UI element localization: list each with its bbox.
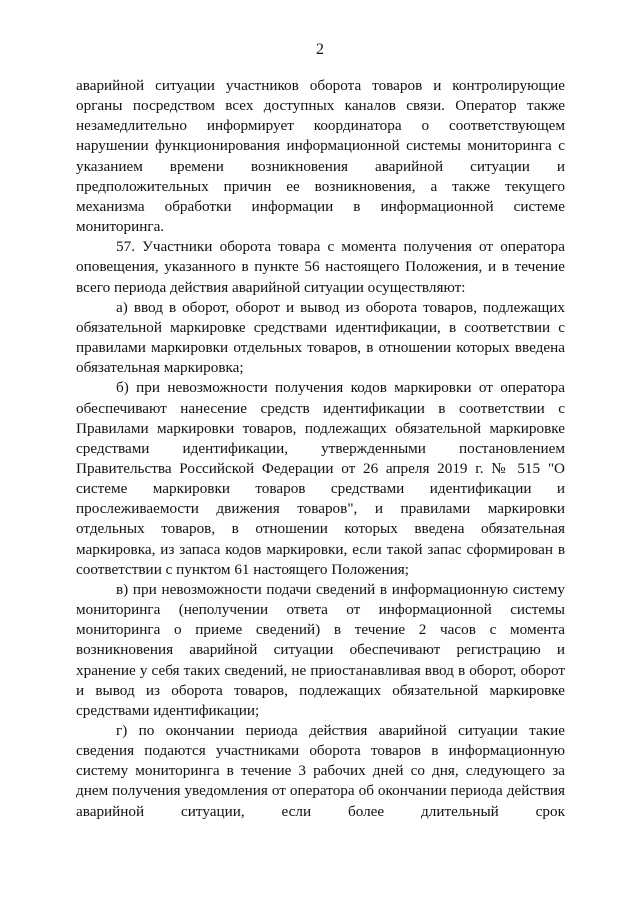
paragraph-57: 57. Участники оборота товара с момента получения от оператора оповещения, указанного в пункте 56 настоящего Положения, и в течение всего периода действия аварийной ситуации осуществляют: <box>76 238 565 296</box>
page-number: 2 <box>316 41 324 58</box>
document-body <box>76 76 565 822</box>
paragraph-57-v: в) при невозможности подачи сведений в информационную систему мониторинга (неполучении ответа от информационной системы мониторинга о приеме сведений) в течение 2 часов с момента возникновения аварийной ситуации обеспечивают регистрацию и хранение у себя таких сведений, не приостанавливая ввод в оборот, оборот и вывод из оборота товаров, подлежащих обязательной маркировке средствами идентификации; <box>76 580 565 719</box>
paragraph-57-a: а) ввод в оборот, оборот и вывод из оборота товаров, подлежащих обязательной маркировке средствами идентификации, в соответствии с правилами маркировки отдельных товаров, в отношении которых введена обязательная маркировка; <box>76 298 565 377</box>
paragraph-57-b: б) при невозможности получения кодов маркировки от оператора обеспечивают нанесение средств идентификации в соответствии с Правилами маркировки товаров, подлежащих обязательной маркировке средствами идентификации, утвержденными постановлением Правительства Российской Федерации от 26 апреля 2019 г. № 515 "О системе маркировки товаров средствами идентификации и прослеживаемости движения товаров", и правилами маркировки отдельных товаров, в отношении которых введена обязательная маркировка, из запаса кодов маркировки, если такой запас сформирован в соответствии с пунктом 61 настоящего Положения; <box>76 379 565 578</box>
paragraph-57-g: г) по окончании периода действия аварийной ситуации такие сведения подаются участниками оборота товаров в информационную систему мониторинга в течение 3 рабочих дней со дня, следующего за днем получения уведомления от оператора об окончании периода действия аварийной ситуации, если более длительный срок <box>76 722 565 820</box>
paragraph-operator-notification: аварийной ситуации участников оборота товаров и контролирующие органы посредством всех доступных каналов связи. Оператор также незамедлительно информирует координатора о соответствующем нарушении функционирования информационной системы мониторинга с указанием времени возникновения аварийной ситуации и предположительных причин ее возникновения, а также текущего механизма обработки информации в информационной системе мониторинга. <box>76 77 565 236</box>
